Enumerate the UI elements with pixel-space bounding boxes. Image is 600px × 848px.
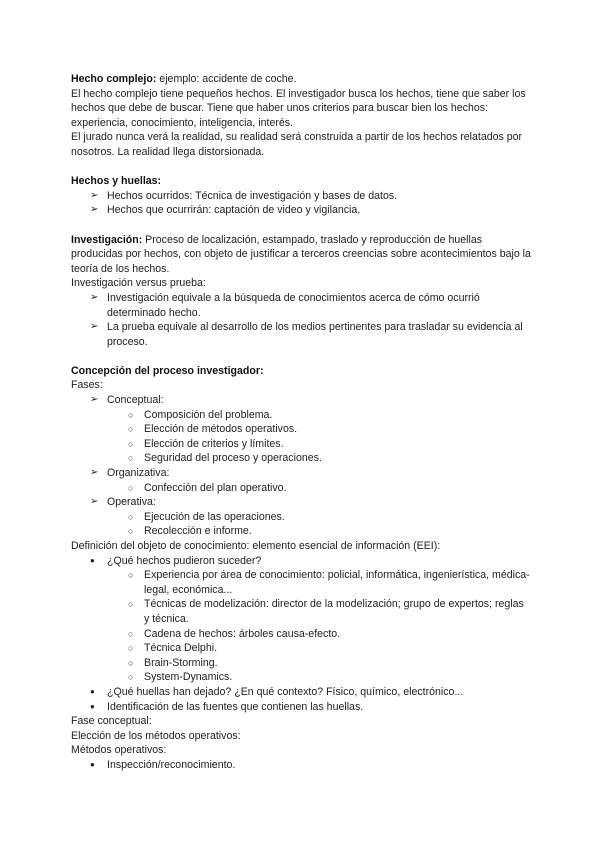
list-item: ● Inspección/reconocimiento. (90, 758, 236, 771)
circle-bullet-icon: ○ (128, 628, 134, 639)
hecho-complejo-heading-rest: ejemplo: accidente de coche. (156, 73, 297, 85)
list-item: ○ Técnicas de modelización: director de la modelización; grupo de expertos; reglas y técnica. (128, 598, 524, 625)
filled-bullet-icon: ● (90, 701, 95, 711)
list-item: ● ¿Qué huellas han dejado? ¿En qué contexto? Físico, químico, electrónico... (90, 685, 464, 698)
arrow-bullet-icon: ➢ (90, 467, 99, 479)
fase-organizativa: ➢ Organizativa: (90, 467, 170, 480)
investigacion-heading: Investigación: (71, 233, 143, 246)
list-item: ○ Seguridad del proceso y operaciones. (128, 452, 322, 465)
circle-bullet-icon: ○ (128, 672, 134, 683)
spacer (71, 349, 531, 364)
list-item: ○ Cadena de hechos: árboles causa-efecto. (128, 627, 341, 640)
hecho-complejo-intro (71, 72, 531, 87)
list-item: ○ Elección de criterios y límites. (128, 437, 284, 450)
list-item: ➢ Hechos que ocurrirán: captación de video y vigilancia. (90, 204, 361, 217)
list-item: ○ Brain-Storming. (128, 656, 218, 669)
eei-list (71, 554, 531, 715)
circle-bullet-icon: ○ (128, 511, 134, 522)
metodos-list (71, 758, 531, 773)
arrow-bullet-icon: ➢ (90, 496, 99, 508)
list-item: ○ Ejecución de las operaciones. (128, 510, 285, 523)
hecho-complejo-heading: Hecho complejo: (71, 73, 157, 85)
circle-bullet-icon: ○ (128, 526, 134, 537)
circle-bullet-icon: ○ (128, 657, 134, 668)
document-page (71, 72, 531, 773)
list-item: ➢ Hechos ocurridos: Técnica de investigación y bases de datos. (90, 189, 398, 202)
circle-bullet-icon: ○ (128, 409, 134, 420)
list-item: ○ Confección del plan operativo. (128, 481, 287, 494)
spacer (71, 218, 531, 233)
fase-conceptual-label: Fase conceptual: (71, 715, 152, 728)
circle-bullet-icon: ○ (128, 453, 134, 464)
metodos-label: Métodos operativos: (71, 744, 167, 757)
investigacion-intro (71, 233, 531, 277)
arrow-bullet-icon: ➢ (90, 291, 99, 303)
hechos-huellas-list (71, 189, 531, 218)
circle-bullet-icon: ○ (128, 570, 134, 581)
circle-bullet-icon: ○ (128, 482, 134, 493)
filled-bullet-icon: ● (90, 686, 95, 696)
list-item: ○ Elección de métodos operativos. (128, 423, 298, 436)
filled-bullet-icon: ● (90, 759, 95, 769)
arrow-bullet-icon: ➢ (90, 321, 99, 333)
fases-list (71, 393, 531, 539)
circle-bullet-icon: ○ (128, 438, 134, 449)
list-item: ● Identificación de las fuentes que contienen las huellas. (90, 700, 364, 713)
list-item: ○ System-Dynamics. (128, 671, 233, 684)
investigacion-list (71, 291, 531, 349)
spacer (71, 160, 531, 175)
fase-operativa: ➢ Operativa: (90, 496, 156, 509)
list-item: ➢ Investigación equivale a la búsqueda de conocimientos acerca de cómo ocurrió determinado hecho. (90, 291, 480, 319)
arrow-bullet-icon: ➢ (90, 394, 99, 406)
circle-bullet-icon: ○ (128, 424, 134, 435)
circle-bullet-icon: ○ (128, 643, 134, 654)
investigacion-versus: Investigación versus prueba: (71, 277, 206, 290)
list-item: ○ Técnica Delphi. (128, 642, 218, 655)
filled-bullet-icon: ● (90, 555, 95, 565)
list-item: ➢ La prueba equivale al desarrollo de los medios pertinentes para trasladar su evidencia al proceso. (90, 321, 523, 348)
list-item: ○ Recolección e informe. (128, 525, 252, 538)
fases-label: Fases: (71, 379, 103, 392)
arrow-bullet-icon: ➢ (90, 189, 99, 201)
concepcion-heading: Concepción del proceso investigador: (71, 364, 264, 377)
hecho-complejo-paragraph-2: El jurado nunca verá la realidad, su realidad será construida a partir de los hechos relatados por nosotros. La realidad llega distorsionada. (71, 131, 523, 158)
definicion-eei: Definición del objeto de conocimiento: elemento esencial de información (EEI): (71, 540, 441, 552)
circle-bullet-icon: ○ (128, 599, 134, 610)
fase-conceptual: ➢ Conceptual: (90, 394, 164, 407)
list-item: ○ Experiencia por área de conocimiento: policial, informática, ingenierística, médica-legal, económica... (128, 569, 530, 596)
hecho-complejo-paragraph-1: El hecho complejo tiene pequeños hechos. El investigador busca los hechos, tiene que saber los hechos que debe de buscar. Tiene que haber unos criterios para buscar bien los hechos: experiencia, conocimiento, inteligencia, interés. (71, 87, 526, 129)
eleccion-label: Elección de los métodos operativos: (71, 729, 241, 742)
list-item: ● ¿Qué hechos pudieron suceder? (90, 554, 262, 567)
investigacion-heading-rest: Proceso de localización, estampado, traslado y reproducción de huellas producidas por hechos, con objeto de justificar a terceros creencias sobre acontecimientos bajo la teoría de los hechos. (71, 233, 531, 275)
arrow-bullet-icon: ➢ (90, 204, 99, 216)
list-item: ○ Composición del problema. (128, 408, 273, 421)
hechos-huellas-heading: Hechos y huellas: (71, 175, 162, 188)
